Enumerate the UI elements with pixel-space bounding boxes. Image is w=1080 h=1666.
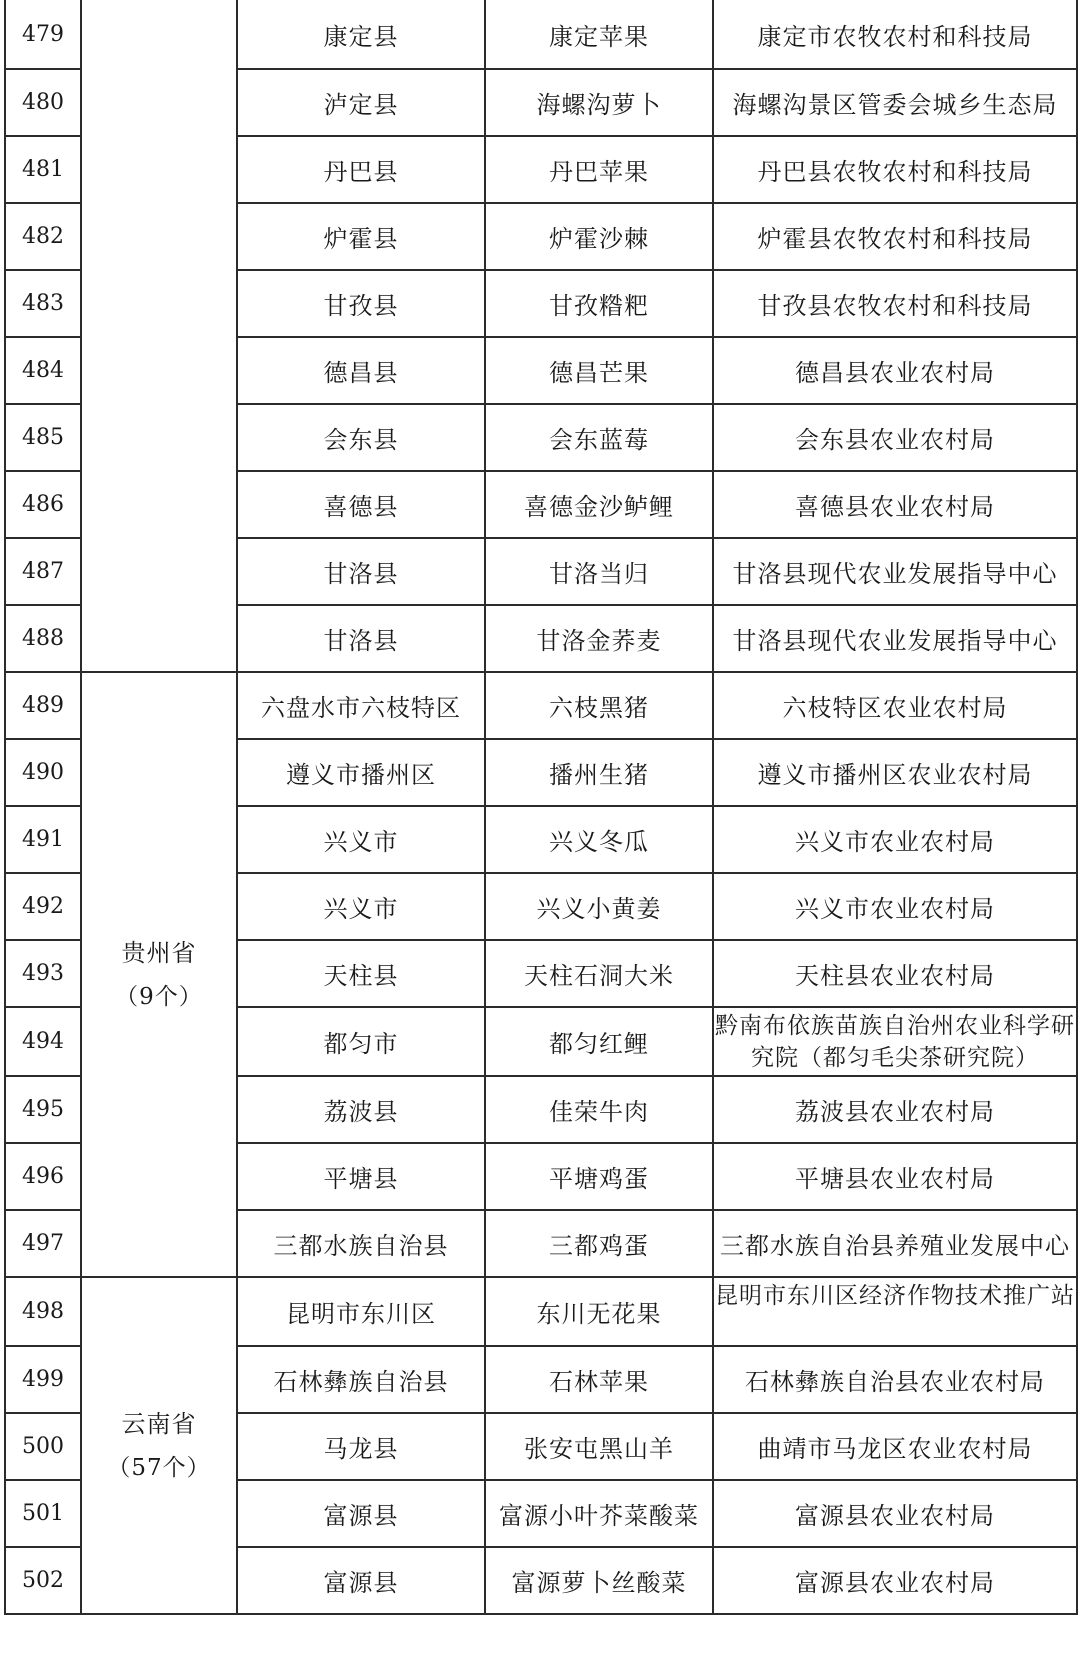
row-number: 494 (5, 1007, 81, 1076)
county-cell: 康定县 (237, 0, 485, 69)
county-cell: 泸定县 (237, 69, 485, 136)
county-cell: 丹巴县 (237, 136, 485, 203)
organization-cell: 丹巴县农牧农村和科技局 (713, 136, 1077, 203)
row-number: 495 (5, 1076, 81, 1143)
row-number: 479 (5, 0, 81, 69)
product-cell: 会东蓝莓 (485, 404, 713, 471)
county-cell: 昆明市东川区 (237, 1277, 485, 1346)
row-number: 491 (5, 806, 81, 873)
product-cell: 都匀红鲤 (485, 1007, 713, 1076)
county-cell: 都匀市 (237, 1007, 485, 1076)
product-cell: 甘洛金荞麦 (485, 605, 713, 672)
product-list-sheet (4, 0, 1076, 1615)
product-cell: 德昌芒果 (485, 337, 713, 404)
row-number: 490 (5, 739, 81, 806)
organization-text: 昆明市东川区经济作物技术推广站 (715, 1283, 1075, 1309)
product-cell: 三都鸡蛋 (485, 1210, 713, 1277)
province-cell (81, 672, 237, 1277)
county-cell: 马龙县 (237, 1413, 485, 1480)
row-number: 481 (5, 136, 81, 203)
organization-cell: 德昌县农业农村局 (713, 337, 1077, 404)
county-cell: 六盘水市六枝特区 (237, 672, 485, 739)
county-cell: 德昌县 (237, 337, 485, 404)
product-cell: 佳荣牛肉 (485, 1076, 713, 1143)
province-cell (81, 1277, 237, 1614)
organization-cell: 平塘县农业农村局 (713, 1143, 1077, 1210)
county-cell: 甘孜县 (237, 270, 485, 337)
row-number: 488 (5, 605, 81, 672)
product-cell: 播州生猪 (485, 739, 713, 806)
row-number: 480 (5, 69, 81, 136)
product-cell: 甘孜糌粑 (485, 270, 713, 337)
organization-cell: 兴义市农业农村局 (713, 806, 1077, 873)
organization-cell (713, 1277, 1077, 1346)
row-number: 500 (5, 1413, 81, 1480)
product-cell: 六枝黑猪 (485, 672, 713, 739)
county-cell: 炉霍县 (237, 203, 485, 270)
county-cell: 富源县 (237, 1547, 485, 1614)
county-cell: 荔波县 (237, 1076, 485, 1143)
county-cell: 喜德县 (237, 471, 485, 538)
organization-cell: 康定市农牧农村和科技局 (713, 0, 1077, 69)
row-number: 485 (5, 404, 81, 471)
organization-cell (713, 1007, 1077, 1076)
organization-cell: 兴义市农业农村局 (713, 873, 1077, 940)
product-cell: 兴义冬瓜 (485, 806, 713, 873)
organization-cell: 喜德县农业农村局 (713, 471, 1077, 538)
organization-cell: 石林彝族自治县农业农村局 (713, 1346, 1077, 1413)
row-number: 496 (5, 1143, 81, 1210)
product-cell: 富源小叶芥菜酸菜 (485, 1480, 713, 1547)
organization-cell: 曲靖市马龙区农业农村局 (713, 1413, 1077, 1480)
product-cell: 喜德金沙鲈鲤 (485, 471, 713, 538)
row-number: 498 (5, 1277, 81, 1346)
row-number: 497 (5, 1210, 81, 1277)
organization-cell: 富源县农业农村局 (713, 1547, 1077, 1614)
organization-cell: 会东县农业农村局 (713, 404, 1077, 471)
county-cell: 石林彝族自治县 (237, 1346, 485, 1413)
province-count: （57个） (107, 1454, 211, 1481)
county-cell: 天柱县 (237, 940, 485, 1007)
product-cell: 东川无花果 (485, 1277, 713, 1346)
organization-cell: 富源县农业农村局 (713, 1480, 1077, 1547)
province-cell (81, 0, 237, 672)
row-number: 482 (5, 203, 81, 270)
province-name: 贵州省 (121, 938, 197, 967)
product-cell: 炉霍沙棘 (485, 203, 713, 270)
organization-text: 黔南布依族苗族自治州农业科学研究院（都匀毛尖茶研究院） (715, 1013, 1075, 1068)
county-cell: 会东县 (237, 404, 485, 471)
row-number: 484 (5, 337, 81, 404)
organization-cell: 天柱县农业农村局 (713, 940, 1077, 1007)
row-number: 487 (5, 538, 81, 605)
organization-cell: 甘孜县农牧农村和科技局 (713, 270, 1077, 337)
organization-cell: 甘洛县现代农业发展指导中心 (713, 605, 1077, 672)
row-number: 502 (5, 1547, 81, 1614)
row-number: 489 (5, 672, 81, 739)
row-number: 499 (5, 1346, 81, 1413)
county-cell: 兴义市 (237, 806, 485, 873)
product-cell: 兴义小黄姜 (485, 873, 713, 940)
county-cell: 三都水族自治县 (237, 1210, 485, 1277)
county-cell: 富源县 (237, 1480, 485, 1547)
table-row (5, 672, 1077, 739)
product-cell: 张安屯黑山羊 (485, 1413, 713, 1480)
organization-cell: 海螺沟景区管委会城乡生态局 (713, 69, 1077, 136)
county-cell: 遵义市播州区 (237, 739, 485, 806)
row-number: 486 (5, 471, 81, 538)
county-cell: 平塘县 (237, 1143, 485, 1210)
row-number: 492 (5, 873, 81, 940)
organization-cell: 三都水族自治县养殖业发展中心 (713, 1210, 1077, 1277)
organization-cell: 甘洛县现代农业发展指导中心 (713, 538, 1077, 605)
county-cell: 甘洛县 (237, 538, 485, 605)
product-cell: 丹巴苹果 (485, 136, 713, 203)
province-count: （9个） (115, 983, 203, 1010)
product-cell: 康定苹果 (485, 0, 713, 69)
row-number: 493 (5, 940, 81, 1007)
organization-cell: 炉霍县农牧农村和科技局 (713, 203, 1077, 270)
county-cell: 甘洛县 (237, 605, 485, 672)
table-row (5, 1277, 1077, 1346)
organization-cell: 六枝特区农业农村局 (713, 672, 1077, 739)
row-number: 483 (5, 270, 81, 337)
row-number: 501 (5, 1480, 81, 1547)
product-cell: 甘洛当归 (485, 538, 713, 605)
product-cell: 石林苹果 (485, 1346, 713, 1413)
province-name: 云南省 (121, 1409, 197, 1438)
product-cell: 平塘鸡蛋 (485, 1143, 713, 1210)
product-cell: 海螺沟萝卜 (485, 69, 713, 136)
product-cell: 天柱石洞大米 (485, 940, 713, 1007)
county-cell: 兴义市 (237, 873, 485, 940)
organization-cell: 荔波县农业农村局 (713, 1076, 1077, 1143)
product-table (4, 0, 1078, 1615)
table-row (5, 0, 1077, 69)
organization-cell: 遵义市播州区农业农村局 (713, 739, 1077, 806)
product-cell: 富源萝卜丝酸菜 (485, 1547, 713, 1614)
